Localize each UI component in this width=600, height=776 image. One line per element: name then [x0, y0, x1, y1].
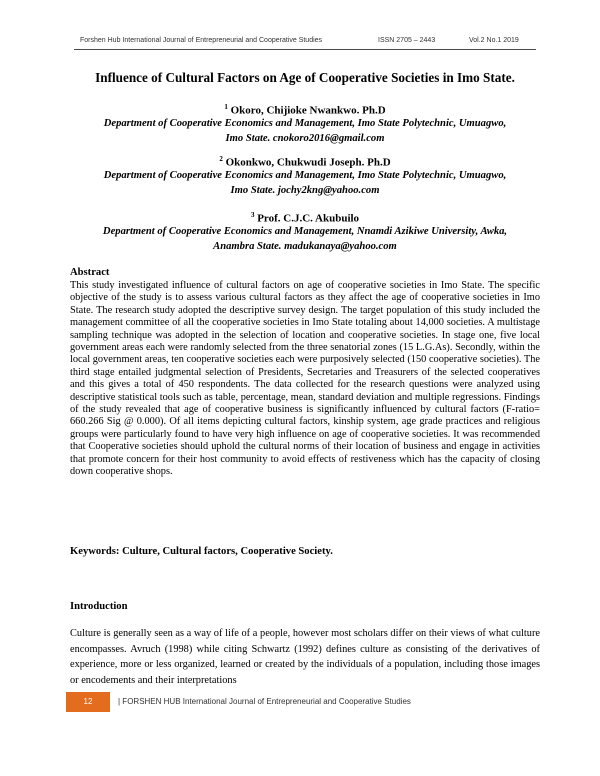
author-1-name: Okoro, Chijioke Nwankwo. Ph.D	[230, 104, 386, 117]
header-volume: Vol.2 No.1 2019	[469, 37, 519, 44]
author-3-affiliation-line-1: Department of Cooperative Economics and Management, Nnamdi Azikiwe University, Awka,	[102, 226, 508, 237]
header-divider	[74, 49, 536, 50]
author-2-affiliation-line-1: Department of Cooperative Economics and Management, Imo State Polytechnic, Umuagwo,	[103, 170, 507, 181]
introduction-text: Culture is generally seen as a way of life of a people, however most scholars differ on their views of what culture encompasses. Avruch (1998) while citing Schwartz (1992) defines culture as consisting of the derivatives of experience, more or less organized, learned or created by the individuals of a population, including those images or encodements and their interpretations	[70, 628, 540, 686]
paper-title: Influence of Cultural Factors on Age of Cooperative Societies in Imo State.	[95, 70, 515, 85]
author-1-name-line	[60, 103, 550, 117]
running-header	[0, 37, 600, 49]
page-number-badge: 12	[66, 692, 110, 712]
page-footer	[0, 692, 600, 712]
author-3-affiliation	[70, 225, 540, 254]
author-2-number: 2	[219, 155, 223, 163]
abstract-text: This study investigated influence of cultural factors on age of cooperative societies in Imo State. The specific objective of the study is to assess various cultural factors as they affect the age of cooperative societies in Imo State. The research study adopted the descriptive survey design. The target population of this study included the management committee of all the cooperative societies in Imo State totaling about 14,000 societies. A multistage sampling technique was adopted in the selection of location and cooperative societies. In stage one, five local government areas each were randomly selected from the three senatorial zones (15 L.G.As). Secondly, within the local government areas, ten cooperative societies each were purposively selected (150 cooperative societies). The third stage entailed judgmental selection of Presidents, Secretaries and Treasurers of the selected cooperatives and this gives a total of 450 respondents. The data collected for the research questions were analyzed using descriptive statistical tools such as table, percentage, mean, standard deviation and multiple regressions. Findings of the study revealed that age of cooperative business is significantly influenced by cultural factors (F-ratio= 660.266 Sig @ 0.000). Of all items depicting cultural factors, kinship system, age grade practices and religious groups were particularly found to have very high influence on age of cooperative societies. It was recommended that Cooperative societies should uphold the cultural norms of their location of business and engage in activities that promote concern for their host community to avoid effects of restiveness which has the capacity of closing down cooperative shops.	[70, 280, 540, 478]
header-journal-name: Forshen Hub International Journal of Entrepreneurial and Cooperative Studies	[80, 37, 323, 44]
author-1-affiliation-line-1: Department of Cooperative Economics and Management, Imo State Polytechnic, Umuagwo,	[103, 118, 507, 129]
author-1-number: 1	[224, 103, 228, 111]
header-issn: ISSN 2705 – 2443	[378, 37, 436, 44]
author-2-affiliation	[70, 169, 540, 198]
author-3-name-line	[60, 211, 550, 225]
author-3-name: Prof. C.J.C. Akubuilo	[257, 212, 360, 225]
author-3-number: 3	[250, 211, 255, 219]
author-2-name: Okonkwo, Chukwudi Joseph. Ph.D	[225, 156, 391, 169]
author-1-affiliation	[70, 117, 540, 146]
author-2-affiliation-line-2: Imo State. jochy2kng@yahoo.com	[230, 184, 380, 196]
author-3-affiliation-line-2: Anambra State. madukanaya@yahoo.com	[213, 240, 397, 252]
author-2-name-line	[60, 155, 550, 169]
introduction-heading: Introduction	[70, 601, 128, 612]
author-1-affiliation-line-2: Imo State. cnokoro2016@gmail.com	[225, 132, 385, 144]
footer-journal-name: | FORSHEN HUB International Journal of Entrepreneurial and Cooperative Studies	[118, 697, 411, 706]
abstract-heading: Abstract	[70, 267, 110, 278]
keywords: Keywords: Culture, Cultural factors, Cooperative Society.	[70, 546, 333, 557]
